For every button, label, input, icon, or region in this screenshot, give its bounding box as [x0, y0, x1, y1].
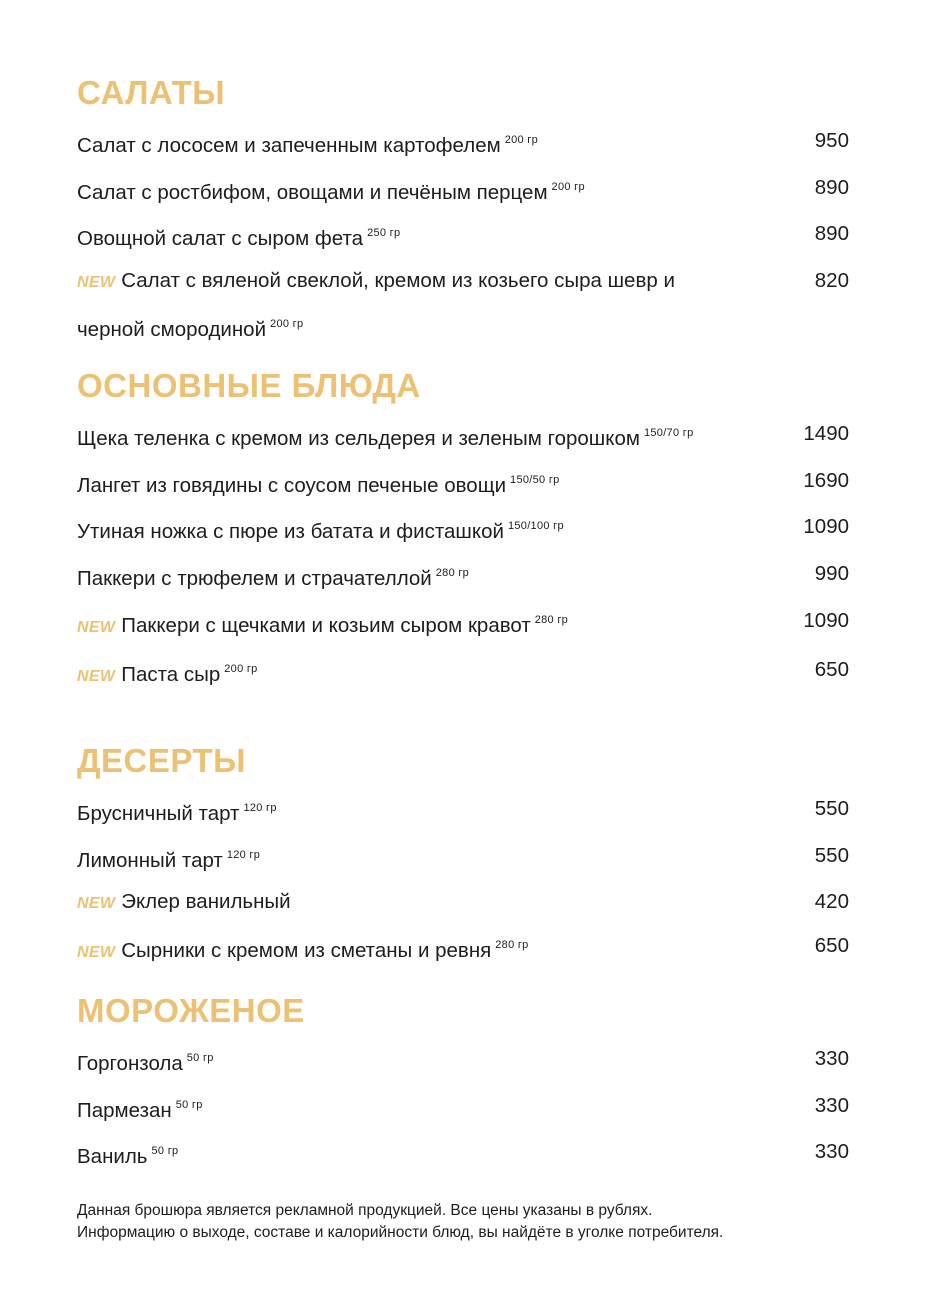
menu-item [77, 1038, 849, 1085]
menu-item-weight: 250 гр [367, 227, 401, 240]
menu-item-description [77, 460, 849, 507]
menu-item-weight: 50 гр [175, 1098, 203, 1111]
menu-item-weight: 150/70 гр [643, 427, 694, 439]
menu-item-weight: 150/50 гр [510, 473, 560, 486]
menu-item-weight: 50 гр [151, 1145, 179, 1158]
menu-item-weight: 200 гр [551, 180, 585, 193]
menu-item [77, 925, 849, 974]
menu-item [77, 120, 849, 167]
menu-item-weight: 120 гр [226, 848, 261, 861]
menu-item-description [77, 167, 849, 214]
menu-item-price: 890 [814, 222, 849, 246]
menu-item-description [77, 213, 849, 260]
menu-item-name: Лимонный тарт [77, 848, 223, 872]
menu-item-name: Горгонзола [77, 1052, 183, 1075]
menu-item-price: 1490 [803, 422, 849, 445]
menu-item-name: Брусничный тарт [77, 802, 240, 825]
menu-item [77, 413, 849, 460]
footer-line: Информацию о выходе, составе и калорийности блюд, вы найдёте в уголке потребителя. [77, 1224, 724, 1241]
menu-item-name: Овощной салат с сыром фета [77, 227, 364, 251]
menu-item-name: Ваниль [77, 1145, 148, 1169]
menu-item-price: 420 [814, 890, 849, 914]
new-badge: NEW [77, 944, 116, 962]
section-mains [77, 363, 849, 697]
menu-item [77, 1131, 849, 1178]
menu-item-description [77, 120, 849, 167]
menu-item-description [77, 506, 849, 553]
menu-item-description [77, 1038, 849, 1085]
menu-item [77, 881, 849, 925]
menu-item [77, 649, 849, 698]
menu-item-description [77, 260, 849, 350]
new-badge: NEW [77, 274, 116, 292]
menu-item-name: Салат с вяленой свеклой, кремом из козьего сыра шевр и черной смородиной [77, 269, 675, 341]
menu-item-price: 820 [814, 269, 849, 293]
menu-item-weight: 200 гр [270, 317, 304, 330]
menu-item-price: 330 [814, 1140, 849, 1164]
menu-item [77, 788, 849, 835]
new-badge: NEW [77, 667, 116, 685]
item-list [77, 120, 849, 351]
menu-item-price: 1090 [803, 608, 849, 632]
menu-item [77, 213, 849, 260]
menu-item-name: Эклер ванильный [121, 890, 291, 914]
menu-item-description [77, 1085, 849, 1132]
menu-item [77, 553, 849, 600]
menu-item [77, 1085, 849, 1132]
menu-item-price: 650 [814, 657, 849, 681]
menu-item-price: 1690 [803, 468, 849, 492]
menu-item [77, 600, 849, 649]
menu-item-name: Салат с ростбифом, овощами и печёным перцем [77, 180, 548, 204]
menu-item-name: Утиная ножка с пюре из батата и фисташкой [77, 520, 504, 544]
menu-item-description [77, 1131, 849, 1178]
item-list [77, 788, 849, 974]
menu-item-price: 1090 [803, 515, 849, 539]
section-desserts [77, 738, 849, 974]
menu-item-price: 650 [814, 934, 849, 958]
menu-item [77, 835, 849, 882]
menu-item-name: Щека теленка с кремом из сельдерея и зеленым горошком [77, 427, 640, 450]
menu-item-description [77, 600, 849, 649]
menu-item-price: 890 [814, 175, 849, 199]
section-title: ДЕСЕРТЫ [77, 742, 246, 779]
footer-disclaimer [77, 1200, 877, 1244]
menu-item-description [77, 649, 849, 698]
section-title: САЛАТЫ [77, 74, 226, 111]
new-badge: NEW [77, 618, 116, 636]
menu-item-weight: 280 гр [435, 567, 470, 580]
menu-item [77, 460, 849, 507]
menu-item-name: Паккери с трюфелем и страчателлой [77, 567, 432, 591]
menu-item-price: 550 [814, 843, 849, 867]
menu-item-description [77, 835, 849, 882]
menu-item-description [77, 413, 849, 460]
menu-item-price: 950 [814, 129, 849, 152]
menu-item-weight: 200 гр [224, 662, 258, 675]
section-title: МОРОЖЕНОЕ [77, 992, 305, 1029]
menu-item-name: Паккери с щечками и козьим сыром кравот [121, 613, 531, 637]
menu-item-weight: 150/100 гр [507, 520, 564, 533]
menu-item-price: 330 [814, 1093, 849, 1117]
menu-item-name: Сырники с кремом из сметаны и ревня [121, 939, 492, 963]
menu-item-name: Пармезан [77, 1098, 172, 1122]
menu-item-weight: 280 гр [495, 939, 529, 952]
menu-item-description [77, 881, 849, 925]
item-list [77, 413, 849, 697]
menu-item-weight: 120 гр [243, 802, 277, 814]
menu-item [77, 260, 849, 350]
section-icecream [77, 988, 849, 1178]
menu-item-weight: 200 гр [504, 134, 539, 146]
section-title: ОСНОВНЫЕ БЛЮДА [77, 367, 421, 404]
menu-item-description [77, 788, 849, 835]
item-list [77, 1038, 849, 1178]
menu-item-description [77, 553, 849, 600]
menu-item-price: 330 [814, 1047, 849, 1070]
menu-item-description [77, 925, 849, 974]
menu-item-price: 990 [814, 562, 849, 586]
menu-item-name: Паста сыр [121, 662, 221, 686]
section-salads [77, 70, 849, 351]
new-badge: NEW [77, 895, 116, 913]
menu-item [77, 506, 849, 553]
menu-item-weight: 280 гр [534, 613, 569, 626]
footer-line: Данная брошюра является рекламной продукцией. Все цены указаны в рублях. [77, 1202, 653, 1219]
menu-item-name: Лангет из говядины с соусом печеные овощи [77, 473, 507, 497]
menu-item-weight: 50 гр [186, 1052, 214, 1064]
menu-item [77, 167, 849, 214]
menu-item-price: 550 [814, 797, 849, 820]
menu-item-name: Салат с лососем и запеченным картофелем [77, 134, 501, 157]
